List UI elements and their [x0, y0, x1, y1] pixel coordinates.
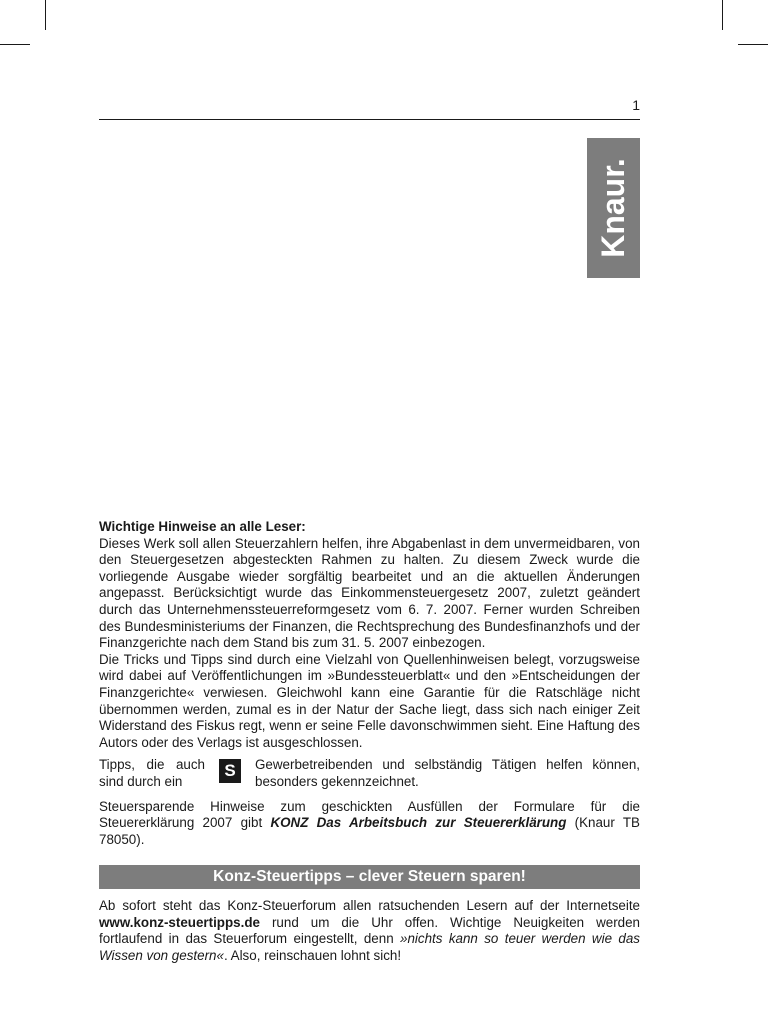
konz-banner: Konz-Steuertipps – clever Steuern sparen! [99, 865, 640, 889]
notice-paragraph-2: Die Tricks und Tipps sind durch eine Vielzahl von Quellenhinweisen belegt, vorzugsweise wird dabei auf Veröffentlichungen im »Bundessteuerblatt« und den »Entscheidungen der Finanzgerichte« verwiesen. Gleichwohl kann eine Garantie für die Ratschläge nicht übernommen werden, zumal es in der Natur der Sache liegt, dass sich nach einiger Zeit Widerstand des Fiskus regt, wenn er seine Felle davonschwimmen sieht. Eine Haftung des Autors oder des Verlags ist ausgeschlossen. [99, 651, 640, 750]
notice-section [99, 519, 640, 965]
page-number: 1 [632, 97, 640, 113]
forum-paragraph [99, 898, 640, 964]
s-hint-left-text: Tipps, die auch sind durch ein [99, 757, 205, 789]
s-symbol-icon: S [219, 759, 241, 783]
forum-text-before: Ab sofort steht das Konz-Steuerforum allen ratsuchenden Lesern auf der Internetseite [99, 898, 640, 914]
forum-text-after: . Also, reinschauen lohnt sich! [223, 948, 402, 964]
s-symbol-hint [99, 757, 640, 790]
forum-text-middle: rund um die Uhr offen. Wichtige Neuigkeiten werden fortlaufend in das Steuerforum eingestellt, denn [99, 914, 640, 947]
notice-paragraph-1: Dieses Werk soll allen Steuerzahlern helfen, ihre Abgabenlast in dem unvermeidbaren, von den Steuergesetzen abgesteckten Rahmen zu halten. Zu diesem Zweck wurde die vorliegende Ausgabe wieder sorgfältig bearbeitet und an die aktuellen Änderungen angepasst. Berücksichtigt wurde das Einkommensteuergesetz 2007, zuletzt geändert durch das Unternehmenssteuerreformgesetz vom 6. 7. 2007. Ferner wurden Schreiben des Bundesministeriums der Finanzen, die Rechtsprechung des Bundesfinanzhofs und der Finanzgerichte nach dem Stand bis zum 31. 5. 2007 einbezogen. [99, 535, 640, 651]
publisher-logo-text: Knaur. [595, 158, 631, 258]
forum-url-link[interactable]: www.konz-steuertipps.de [99, 914, 260, 930]
forum-quote: »nichts kann so teuer werden wie das Wissen von gestern« [99, 931, 640, 964]
crop-mark-top-right-horizontal [738, 44, 768, 45]
crop-mark-top-right-vertical [722, 0, 723, 30]
formulare-hint [99, 799, 640, 849]
s-hint-right-text: Gewerbetreibenden und selbständig Tätigen helfen können, besonders gekennzeichnet. [255, 757, 640, 789]
publisher-logo [587, 138, 640, 278]
book-title: KONZ Das Arbeitsbuch zur Steuererklärung [270, 815, 567, 831]
crop-mark-top-left-horizontal [0, 44, 30, 45]
notice-title: Wichtige Hinweise an alle Leser: [99, 519, 306, 534]
formulare-text-after: (Knaur TB 78050). [99, 815, 640, 847]
header-rule [99, 119, 640, 120]
crop-mark-top-left-vertical [45, 0, 46, 30]
formulare-text-before: Steuersparende Hinweise zum geschickten Ausfüllen der Formulare für die Steuererklärung 2007 gibt [99, 798, 640, 831]
